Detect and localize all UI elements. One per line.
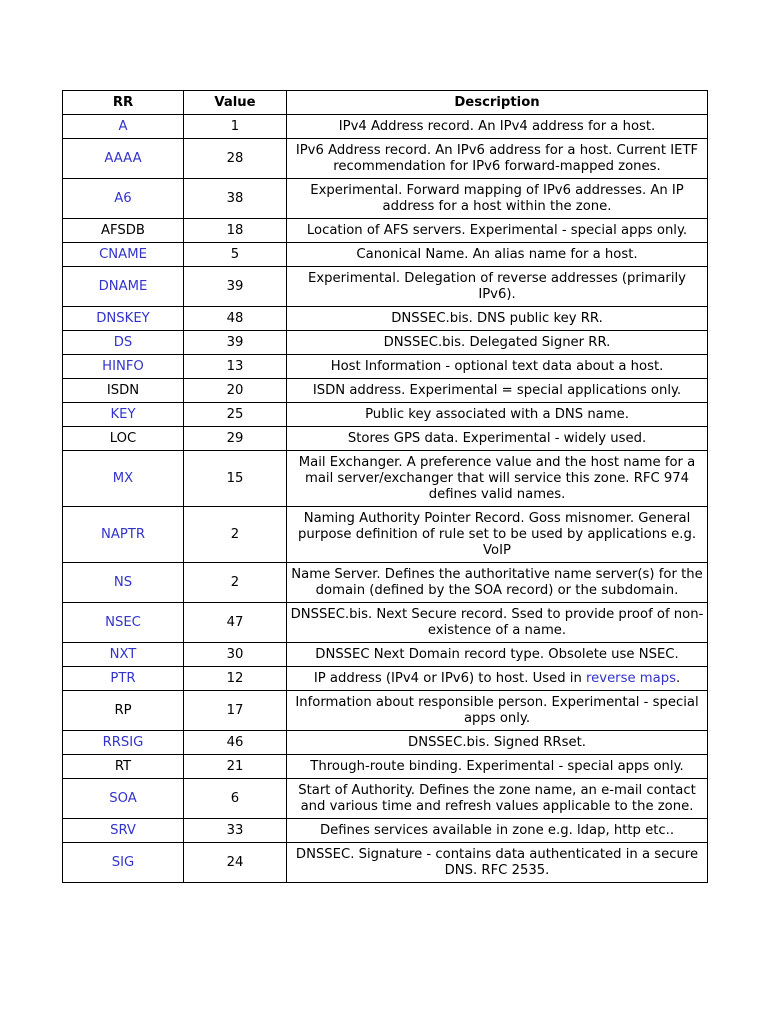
description-cell bbox=[287, 115, 708, 139]
description-cell bbox=[287, 267, 708, 307]
value-cell: 1 bbox=[184, 115, 287, 139]
description-cell bbox=[287, 451, 708, 507]
description-cell bbox=[287, 563, 708, 603]
value-cell: 28 bbox=[184, 139, 287, 179]
value-cell: 39 bbox=[184, 267, 287, 307]
table-row bbox=[63, 219, 708, 243]
rr-link[interactable]: SRV bbox=[110, 822, 136, 838]
description-text: Defines services available in zone e.g. ldap, http etc.. bbox=[319, 822, 675, 838]
rr-name: LOC bbox=[109, 430, 137, 446]
header-row bbox=[63, 91, 708, 115]
rr-link[interactable]: CNAME bbox=[99, 246, 147, 262]
rr-cell bbox=[63, 507, 184, 563]
description-cell bbox=[287, 355, 708, 379]
value-cell: 18 bbox=[184, 219, 287, 243]
value-cell: 6 bbox=[184, 779, 287, 819]
value-cell: 30 bbox=[184, 643, 287, 667]
value-cell: 15 bbox=[184, 451, 287, 507]
description-text: ISDN address. Experimental = special applications only. bbox=[312, 382, 682, 398]
table-row bbox=[63, 755, 708, 779]
table-row bbox=[63, 115, 708, 139]
rr-cell bbox=[63, 731, 184, 755]
rr-link[interactable]: RRSIG bbox=[102, 734, 144, 750]
description-cell bbox=[287, 403, 708, 427]
rr-cell bbox=[63, 819, 184, 843]
description-text: IPv4 Address record. An IPv4 address for a host. bbox=[338, 118, 656, 134]
rr-link[interactable]: HINFO bbox=[102, 358, 144, 374]
rr-link[interactable]: NAPTR bbox=[100, 526, 146, 542]
description-text: DNSSEC.bis. DNS public key RR. bbox=[391, 310, 603, 326]
rr-cell bbox=[63, 563, 184, 603]
table-row bbox=[63, 427, 708, 451]
description-text-end: . bbox=[675, 670, 681, 686]
rr-name: AFSDB bbox=[101, 222, 145, 238]
description-text: DNSSEC.bis. Delegated Signer RR. bbox=[383, 334, 611, 350]
rr-cell bbox=[63, 331, 184, 355]
header-value: Value bbox=[184, 91, 287, 115]
rr-cell bbox=[63, 403, 184, 427]
rr-link[interactable]: MX bbox=[112, 470, 134, 486]
rr-cell bbox=[63, 451, 184, 507]
description-cell bbox=[287, 603, 708, 643]
value-cell: 21 bbox=[184, 755, 287, 779]
value-cell: 12 bbox=[184, 667, 287, 691]
rr-cell bbox=[63, 667, 184, 691]
description-text: Location of AFS servers. Experimental - special apps only. bbox=[306, 222, 688, 238]
description-text: DNSSEC.bis. Next Secure record. Ssed to provide proof of non-existence of a name. bbox=[290, 606, 704, 638]
rr-cell bbox=[63, 243, 184, 267]
table-row bbox=[63, 691, 708, 731]
description-text: Through-route binding. Experimental - special apps only. bbox=[310, 758, 684, 774]
table-row bbox=[63, 843, 708, 883]
description-cell bbox=[287, 331, 708, 355]
table-row bbox=[63, 379, 708, 403]
table-row bbox=[63, 731, 708, 755]
description-cell bbox=[287, 819, 708, 843]
rr-link[interactable]: SOA bbox=[109, 790, 137, 806]
description-text: Experimental. Forward mapping of IPv6 addresses. An IP address for a host within the zone. bbox=[310, 182, 684, 214]
description-cell bbox=[287, 667, 708, 691]
rr-link[interactable]: NSEC bbox=[105, 614, 141, 630]
table-body bbox=[63, 115, 708, 883]
table-row bbox=[63, 779, 708, 819]
description-cell bbox=[287, 379, 708, 403]
rr-link[interactable]: DNAME bbox=[98, 278, 148, 294]
value-cell: 2 bbox=[184, 563, 287, 603]
value-cell: 29 bbox=[184, 427, 287, 451]
table-row bbox=[63, 643, 708, 667]
description-text: Mail Exchanger. A preference value and the host name for a mail server/exchanger that will service this zone. RFC 974 defines valid names. bbox=[298, 454, 696, 502]
description-text: Name Server. Defines the authoritative name server(s) for the domain (defined by the SOA record) or the subdomain. bbox=[291, 566, 703, 598]
value-cell: 20 bbox=[184, 379, 287, 403]
description-text: DNSSEC Next Domain record type. Obsolete use NSEC. bbox=[315, 646, 679, 662]
description-text: Start of Authority. Defines the zone name, an e-mail contact and various time and refresh values applicable to the zone. bbox=[298, 782, 696, 814]
header-rr: RR bbox=[63, 91, 184, 115]
description-cell bbox=[287, 243, 708, 267]
rr-link[interactable]: NXT bbox=[109, 646, 137, 662]
description-cell bbox=[287, 691, 708, 731]
rr-cell bbox=[63, 219, 184, 243]
rr-link[interactable]: DNSKEY bbox=[96, 310, 150, 326]
table-row bbox=[63, 243, 708, 267]
table-row bbox=[63, 563, 708, 603]
description-text: Information about responsible person. Experimental - special apps only. bbox=[295, 694, 699, 726]
rr-link[interactable]: AAAA bbox=[104, 150, 142, 166]
table-row bbox=[63, 331, 708, 355]
description-text: Canonical Name. An alias name for a host. bbox=[356, 246, 638, 262]
rr-cell bbox=[63, 307, 184, 331]
table-row bbox=[63, 507, 708, 563]
description-text: Public key associated with a DNS name. bbox=[365, 406, 629, 422]
description-cell bbox=[287, 755, 708, 779]
table-row bbox=[63, 139, 708, 179]
description-cell bbox=[287, 779, 708, 819]
value-cell: 46 bbox=[184, 731, 287, 755]
rr-cell bbox=[63, 139, 184, 179]
rr-cell bbox=[63, 179, 184, 219]
table-row bbox=[63, 603, 708, 643]
rr-cell bbox=[63, 691, 184, 731]
rr-cell bbox=[63, 843, 184, 883]
description-cell bbox=[287, 219, 708, 243]
value-cell: 25 bbox=[184, 403, 287, 427]
description-text: IP address (IPv4 or IPv6) to host. Used in bbox=[313, 670, 587, 686]
rr-name: RP bbox=[114, 702, 132, 718]
rr-cell bbox=[63, 643, 184, 667]
rr-link[interactable]: SIG bbox=[111, 854, 135, 870]
value-cell: 24 bbox=[184, 843, 287, 883]
rr-cell bbox=[63, 603, 184, 643]
rr-cell bbox=[63, 115, 184, 139]
description-text: Experimental. Delegation of reverse addresses (primarily IPv6). bbox=[307, 270, 686, 302]
rr-link[interactable]: KEY bbox=[110, 406, 136, 422]
rr-link[interactable]: DS bbox=[113, 334, 133, 350]
description-text: Naming Authority Pointer Record. Goss misnomer. General purpose definition of rule set to be used by applications e.g. VoIP bbox=[297, 510, 697, 558]
description-cell bbox=[287, 643, 708, 667]
rr-name: ISDN bbox=[106, 382, 140, 398]
rr-name: RT bbox=[114, 758, 132, 774]
reverse-maps-link[interactable]: reverse maps bbox=[586, 670, 676, 686]
description-text: DNSSEC. Signature - contains data authenticated in a secure DNS. RFC 2535. bbox=[295, 846, 699, 878]
rr-cell bbox=[63, 755, 184, 779]
rr-link[interactable]: A bbox=[118, 118, 128, 134]
value-cell: 13 bbox=[184, 355, 287, 379]
rr-link[interactable]: NS bbox=[113, 574, 133, 590]
description-cell bbox=[287, 139, 708, 179]
description-text: Stores GPS data. Experimental - widely used. bbox=[347, 430, 647, 446]
table-row bbox=[63, 179, 708, 219]
header-description: Description bbox=[287, 91, 708, 115]
value-cell: 38 bbox=[184, 179, 287, 219]
table-row bbox=[63, 403, 708, 427]
description-cell bbox=[287, 179, 708, 219]
rr-cell bbox=[63, 779, 184, 819]
value-cell: 33 bbox=[184, 819, 287, 843]
value-cell: 48 bbox=[184, 307, 287, 331]
value-cell: 2 bbox=[184, 507, 287, 563]
table-row bbox=[63, 267, 708, 307]
table-row bbox=[63, 667, 708, 691]
value-cell: 17 bbox=[184, 691, 287, 731]
rr-cell bbox=[63, 355, 184, 379]
description-cell bbox=[287, 843, 708, 883]
description-text: DNSSEC.bis. Signed RRset. bbox=[408, 734, 586, 750]
value-cell: 39 bbox=[184, 331, 287, 355]
rr-link[interactable]: A6 bbox=[114, 190, 132, 206]
description-text: IPv6 Address record. An IPv6 address for a host. Current IETF recommendation for IPv6 forward-mapped zones. bbox=[295, 142, 699, 174]
description-cell bbox=[287, 731, 708, 755]
table-row bbox=[63, 451, 708, 507]
table-row bbox=[63, 819, 708, 843]
description-cell bbox=[287, 507, 708, 563]
description-cell bbox=[287, 427, 708, 451]
rr-table bbox=[62, 90, 708, 883]
rr-cell bbox=[63, 267, 184, 307]
value-cell: 5 bbox=[184, 243, 287, 267]
description-cell bbox=[287, 307, 708, 331]
value-cell: 47 bbox=[184, 603, 287, 643]
rr-cell bbox=[63, 427, 184, 451]
rr-cell bbox=[63, 379, 184, 403]
table-row bbox=[63, 355, 708, 379]
description-text: Host Information - optional text data about a host. bbox=[330, 358, 664, 374]
table-row bbox=[63, 307, 708, 331]
rr-link[interactable]: PTR bbox=[110, 670, 136, 686]
